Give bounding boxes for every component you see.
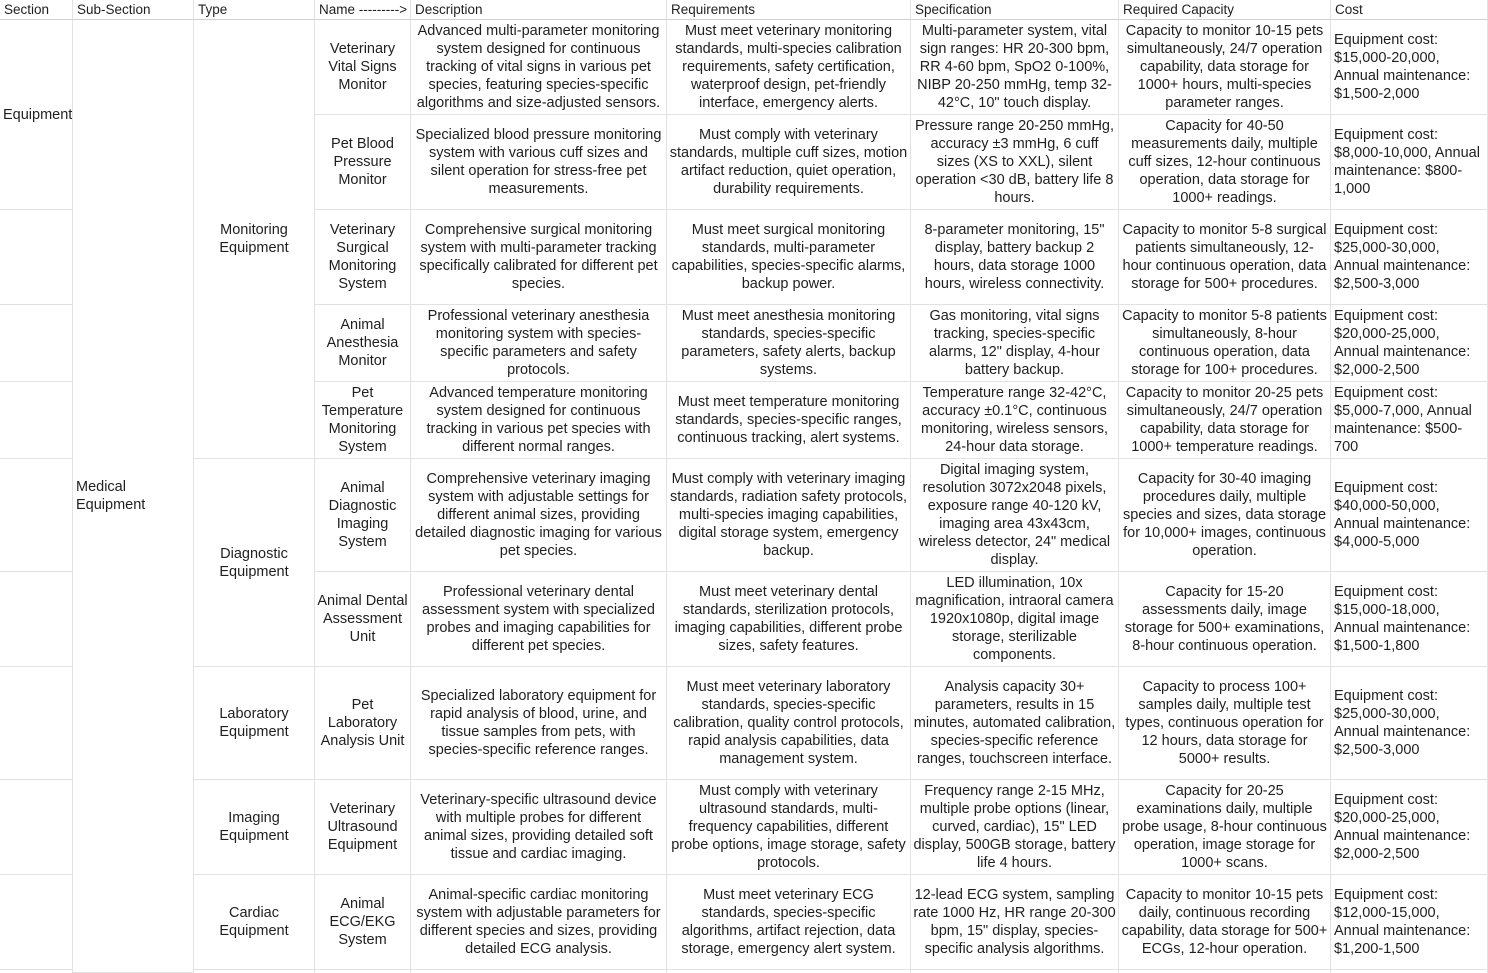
capacity-cell[interactable]: Capacity for 40-50 measurements daily, multiple cuff sizes, 12-hour continuous operation, data storage for 1000+ readings.	[1119, 115, 1331, 210]
empty-cell[interactable]	[0, 459, 73, 572]
header-required-capacity[interactable]: Required Capacity	[1119, 0, 1331, 20]
name-cell[interactable]: Animal Diagnostic Imaging System	[315, 459, 411, 572]
description-cell[interactable]: Animal-specific cardiac monitoring system with adjustable parameters for different species and sizes, providing detailed ECG analysis.	[411, 875, 667, 970]
capacity-cell[interactable]: Capacity for 15-20 assessments daily, image storage for 500+ examinations, 8-hour continuous operation.	[1119, 572, 1331, 667]
specification-cell[interactable]: Temperature range 32-42°C, accuracy ±0.1°C, continuous monitoring, wireless sensors, 24-hour data storage.	[911, 382, 1119, 459]
header-description[interactable]: Description	[411, 0, 667, 20]
section-cell[interactable]: Equipment	[0, 20, 73, 210]
cost-cell[interactable]: Equipment cost: $15,000-18,000, Annual maintenance: $1,500-1,800	[1331, 572, 1488, 667]
empty-cell[interactable]	[0, 780, 73, 875]
capacity-cell[interactable]: Capacity to monitor 5-8 surgical patients simultaneously, 12-hour continuous operation, data storage for 500+ procedures.	[1119, 210, 1331, 305]
capacity-cell[interactable]: Capacity to monitor 10-15 pets daily, continuous recording capability, data storage for 500+ ECGs, 12-hour operation.	[1119, 875, 1331, 970]
specification-cell[interactable]: LED illumination, 10x magnification, intraoral camera 1920x1080p, digital image storage, sterilizable components.	[911, 572, 1119, 667]
empty-cell[interactable]	[0, 210, 73, 305]
requirements-cell[interactable]: Must meet veterinary laboratory standards, species-specific calibration, quality control protocols, rapid analysis capabilities, data management system.	[667, 667, 911, 780]
specification-cell[interactable]: 12-lead ECG system, sampling rate 1000 Hz, HR range 20-300 bpm, 15" display, species-specific analysis algorithms.	[911, 875, 1119, 970]
requirements-cell[interactable]: Must meet anesthesia monitoring standards, species-specific parameters, safety alerts, backup systems.	[667, 305, 911, 382]
cost-cell[interactable]: Equipment cost: $25,000-30,000, Annual maintenance: $2,500-3,000	[1331, 210, 1488, 305]
type-cell[interactable]: Imaging Equipment	[194, 780, 315, 875]
requirements-cell[interactable]: Must meet surgical monitoring standards, multi-parameter capabilities, species-specific alarms, backup power.	[667, 210, 911, 305]
header-name[interactable]: Name --------->	[315, 0, 411, 20]
name-cell[interactable]: Veterinary Ultrasound Equipment	[315, 780, 411, 875]
capacity-cell[interactable]: Capacity to monitor 10-15 pets simultaneously, 24/7 operation capability, data storage for 1000+ hours, multi-species parameter ranges.	[1119, 20, 1331, 115]
cost-cell[interactable]: Equipment cost: $8,000-10,000, Annual maintenance: $800-1,000	[1331, 115, 1488, 210]
description-cell[interactable]: Professional veterinary dental assessment system with specialized probes and imaging capabilities for different pet species.	[411, 572, 667, 667]
specification-cell[interactable]: Digital imaging system, resolution 3072x2048 pixels, exposure range 40-120 kV, imaging area 43x43cm, wireless detector, 24" medical display.	[911, 459, 1119, 572]
capacity-cell[interactable]: Capacity to monitor 20-25 pets simultaneously, 24/7 operation capability, data storage for 1000+ temperature readings.	[1119, 382, 1331, 459]
name-cell[interactable]: Animal ECG/EKG System	[315, 875, 411, 970]
description-cell[interactable]: Advanced temperature monitoring system designed for continuous tracking in various pet species with different normal ranges.	[411, 382, 667, 459]
cost-cell[interactable]: Equipment cost: $15,000-20,000, Annual maintenance: $1,500-2,000	[1331, 20, 1488, 115]
cost-cell[interactable]: Equipment cost: $40,000-50,000, Annual maintenance: $4,000-5,000	[1331, 459, 1488, 572]
empty-cell[interactable]	[0, 572, 73, 667]
description-cell[interactable]: Comprehensive veterinary imaging system with adjustable settings for different animal sizes, providing detailed diagnostic imaging for various pet species.	[411, 459, 667, 572]
header-type[interactable]: Type	[194, 0, 315, 20]
requirements-cell[interactable]: Must comply with veterinary standards, multiple cuff sizes, motion artifact reduction, quiet operation, durability requirements.	[667, 115, 911, 210]
specification-cell[interactable]: Multi-parameter system, vital sign ranges: HR 20-300 bpm, RR 4-60 bpm, SpO2 0-100%, NIBP 20-250 mmHg, temp 32-42°C, 10" touch display.	[911, 20, 1119, 115]
sub-section-cell[interactable]: Medical Equipment	[73, 20, 194, 973]
type-cell[interactable]: Cardiac Equipment	[194, 875, 315, 970]
header-cost[interactable]: Cost	[1331, 0, 1488, 20]
name-cell[interactable]: Animal Anesthesia Monitor	[315, 305, 411, 382]
empty-cell[interactable]	[0, 305, 73, 382]
capacity-cell[interactable]: Capacity to monitor 5-8 patients simultaneously, 8-hour continuous operation, data storage for 100+ procedures.	[1119, 305, 1331, 382]
capacity-cell[interactable]: Capacity to process 100+ samples daily, multiple test types, continuous operation for 12 hours, data storage for 5000+ results.	[1119, 667, 1331, 780]
description-cell[interactable]: Professional veterinary anesthesia monitoring system with species-specific parameters and safety protocols.	[411, 305, 667, 382]
header-sub-section[interactable]: Sub-Section	[73, 0, 194, 20]
header-section[interactable]: Section	[0, 0, 73, 20]
description-cell[interactable]: Veterinary-specific ultrasound device with multiple probes for different animal sizes, providing detailed soft tissue and cardiac imaging.	[411, 780, 667, 875]
header-requirements[interactable]: Requirements	[667, 0, 911, 20]
requirements-cell[interactable]: Must meet veterinary dental standards, sterilization protocols, imaging capabilities, different probe sizes, safety features.	[667, 572, 911, 667]
name-cell[interactable]: Animal Dental Assessment Unit	[315, 572, 411, 667]
empty-cell[interactable]	[0, 667, 73, 780]
description-cell[interactable]: Comprehensive surgical monitoring system with multi-parameter tracking specifically calibrated for different pet species.	[411, 210, 667, 305]
cost-cell[interactable]: Equipment cost: $20,000-25,000, Annual maintenance: $2,000-2,500	[1331, 305, 1488, 382]
specification-cell[interactable]: 8-parameter monitoring, 15" display, battery backup 2 hours, data storage 1000 hours, wireless connectivity.	[911, 210, 1119, 305]
cost-cell[interactable]: Equipment cost: $25,000-30,000, Annual maintenance: $2,500-3,000	[1331, 667, 1488, 780]
requirements-cell[interactable]: Must meet veterinary ECG standards, species-specific algorithms, artifact rejection, data storage, emergency alert system.	[667, 875, 911, 970]
name-cell[interactable]: Pet Blood Pressure Monitor	[315, 115, 411, 210]
type-cell[interactable]: Laboratory Equipment	[194, 667, 315, 780]
description-cell[interactable]: Specialized laboratory equipment for rapid analysis of blood, urine, and tissue samples from pets, with species-specific reference ranges.	[411, 667, 667, 780]
type-cell[interactable]: Diagnostic Equipment	[194, 459, 315, 667]
requirements-cell[interactable]: Must comply with veterinary imaging standards, radiation safety protocols, multi-species imaging capabilities, digital storage system, emergency backup.	[667, 459, 911, 572]
capacity-cell[interactable]: Capacity for 30-40 imaging procedures daily, multiple species and sizes, data storage for 10,000+ images, continuous operation.	[1119, 459, 1331, 572]
cost-cell[interactable]: Equipment cost: $12,000-15,000, Annual maintenance: $1,200-1,500	[1331, 875, 1488, 970]
name-cell[interactable]: Pet Temperature Monitoring System	[315, 382, 411, 459]
description-cell[interactable]: Specialized blood pressure monitoring system with various cuff sizes and silent operation for stress-free pet measurements.	[411, 115, 667, 210]
name-cell[interactable]: Pet Laboratory Analysis Unit	[315, 667, 411, 780]
description-cell[interactable]: Advanced multi-parameter monitoring system designed for continuous tracking of vital signs in various pet species, featuring species-specific algorithms and size-adjusted sensors.	[411, 20, 667, 115]
name-cell[interactable]: Veterinary Vital Signs Monitor	[315, 20, 411, 115]
specification-cell[interactable]: Pressure range 20-250 mmHg, accuracy ±3 mmHg, 6 cuff sizes (XS to XXL), silent operation <30 dB, battery life 8 hours.	[911, 115, 1119, 210]
specification-cell[interactable]: Analysis capacity 30+ parameters, results in 15 minutes, automated calibration, species-specific reference ranges, touchscreen interface.	[911, 667, 1119, 780]
specification-cell[interactable]: Gas monitoring, vital signs tracking, species-specific alarms, 12" display, 4-hour battery backup.	[911, 305, 1119, 382]
empty-cell[interactable]	[0, 875, 73, 970]
requirements-cell[interactable]: Must meet temperature monitoring standards, species-specific ranges, continuous tracking, alert systems.	[667, 382, 911, 459]
cost-cell[interactable]: Equipment cost: $20,000-25,000, Annual maintenance: $2,000-2,500	[1331, 780, 1488, 875]
capacity-cell[interactable]: Capacity for 20-25 examinations daily, multiple probe usage, 8-hour continuous operation, image storage for 1000+ scans.	[1119, 780, 1331, 875]
type-cell[interactable]: Monitoring Equipment	[194, 20, 315, 459]
requirements-cell[interactable]: Must comply with veterinary ultrasound standards, multi-frequency capabilities, different probe options, image storage, safety protocols.	[667, 780, 911, 875]
name-cell[interactable]: Veterinary Surgical Monitoring System	[315, 210, 411, 305]
requirements-cell[interactable]: Must meet veterinary monitoring standards, multi-species calibration requirements, safety certification, waterproof design, pet-friendly interface, emergency alerts.	[667, 20, 911, 115]
cost-cell[interactable]: Equipment cost: $5,000-7,000, Annual maintenance: $500-700	[1331, 382, 1488, 459]
specification-cell[interactable]: Frequency range 2-15 MHz, multiple probe options (linear, curved, cardiac), 15" LED display, 500GB storage, battery life 4 hours.	[911, 780, 1119, 875]
empty-cell[interactable]	[0, 382, 73, 459]
header-specification[interactable]: Specification	[911, 0, 1119, 20]
